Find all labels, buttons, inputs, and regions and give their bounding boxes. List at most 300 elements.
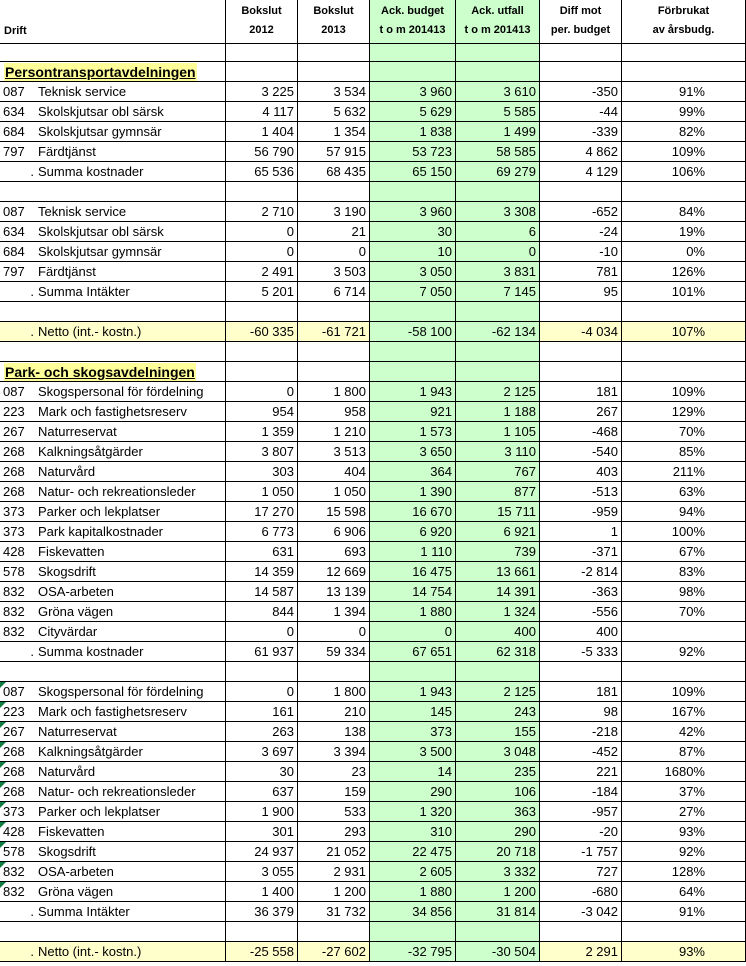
ack-budget-cell[interactable]: 22 475 xyxy=(370,842,456,861)
bokslut-2013-header[interactable] xyxy=(298,0,370,43)
ack-utfall-header[interactable] xyxy=(456,0,540,43)
diff-cell[interactable]: -5 333 xyxy=(540,642,622,661)
bokslut-2012-cell[interactable]: 24 937 xyxy=(226,842,298,861)
bokslut-2013-cell[interactable]: 0 xyxy=(298,622,370,641)
bokslut-2013-cell[interactable]: 15 598 xyxy=(298,502,370,521)
diff-cell[interactable]: 4 129 xyxy=(540,162,622,181)
ack-budget-cell[interactable]: 16 475 xyxy=(370,562,456,581)
diff-cell[interactable]: -959 xyxy=(540,502,622,521)
forbrukat-cell[interactable]: 37% xyxy=(622,782,746,801)
diff-cell[interactable]: -371 xyxy=(540,542,622,561)
code-cell[interactable]: 684 xyxy=(3,124,25,139)
ack-budget-cell[interactable]: 1 943 xyxy=(370,682,456,701)
code-cell[interactable]: . xyxy=(30,284,34,299)
bokslut-2013-cell[interactable]: 533 xyxy=(298,802,370,821)
forbrukat-cell[interactable]: 67% xyxy=(622,542,746,561)
forbrukat-cell[interactable]: 92% xyxy=(622,642,746,661)
ack-budget-cell[interactable]: 1 880 xyxy=(370,602,456,621)
diff-cell[interactable] xyxy=(540,44,622,61)
ack-budget-cell[interactable] xyxy=(370,662,456,681)
forbrukat-cell[interactable]: 82% xyxy=(622,122,746,141)
diff-cell[interactable]: 1 xyxy=(540,522,622,541)
bokslut-2013-cell[interactable]: 293 xyxy=(298,822,370,841)
code-cell[interactable]: 373 xyxy=(3,504,25,519)
diff-cell[interactable]: -24 xyxy=(540,222,622,241)
forbrukat-cell[interactable] xyxy=(622,62,746,81)
ack-utfall-cell[interactable]: 15 711 xyxy=(456,502,540,521)
bokslut-2013-cell[interactable]: 1 050 xyxy=(298,482,370,501)
ack-utfall-cell[interactable]: 363 xyxy=(456,802,540,821)
name-cell[interactable]: Kalkningsåtgärder xyxy=(36,442,226,461)
ack-budget-cell[interactable]: 67 651 xyxy=(370,642,456,661)
diff-cell[interactable]: -20 xyxy=(540,822,622,841)
bokslut-2012-cell[interactable]: 1 900 xyxy=(226,802,298,821)
ack-utfall-cell[interactable]: 2 125 xyxy=(456,682,540,701)
ack-utfall-cell[interactable]: 1 324 xyxy=(456,602,540,621)
ack-budget-cell[interactable] xyxy=(370,62,456,81)
forbrukat-cell[interactable] xyxy=(622,44,746,61)
name-cell[interactable]: Naturreservat xyxy=(36,422,226,441)
forbrukat-cell[interactable]: 19% xyxy=(622,222,746,241)
forbrukat-cell[interactable]: 83% xyxy=(622,562,746,581)
code-cell[interactable]: 267 xyxy=(3,424,25,439)
ack-utfall-cell[interactable]: -62 134 xyxy=(456,322,540,341)
forbrukat-cell[interactable]: 93% xyxy=(622,822,746,841)
bokslut-2013-cell[interactable]: 6 714 xyxy=(298,282,370,301)
diff-cell[interactable] xyxy=(540,302,622,321)
diff-cell[interactable]: 4 862 xyxy=(540,142,622,161)
bokslut-2012-cell[interactable]: 6 773 xyxy=(226,522,298,541)
code-cell[interactable]: 268 xyxy=(3,744,25,759)
ack-budget-cell[interactable] xyxy=(370,342,456,361)
forbrukat-cell[interactable]: 107% xyxy=(622,322,746,341)
bokslut-2013-cell[interactable]: 59 334 xyxy=(298,642,370,661)
ack-budget-cell[interactable]: 30 xyxy=(370,222,456,241)
diff-cell[interactable]: -4 034 xyxy=(540,322,622,341)
code-cell[interactable]: 832 xyxy=(3,584,25,599)
bokslut-2012-cell[interactable]: 17 270 xyxy=(226,502,298,521)
ack-utfall-cell[interactable] xyxy=(456,62,540,81)
bokslut-2012-cell[interactable]: 14 587 xyxy=(226,582,298,601)
ack-budget-cell[interactable]: 16 670 xyxy=(370,502,456,521)
code-cell[interactable]: 797 xyxy=(3,144,25,159)
bokslut-2012-cell[interactable]: 3 055 xyxy=(226,862,298,881)
ack-utfall-cell[interactable]: 290 xyxy=(456,822,540,841)
diff-cell[interactable]: -468 xyxy=(540,422,622,441)
name-cell[interactable]: Summa kostnader xyxy=(36,642,226,661)
diff-cell[interactable]: -3 042 xyxy=(540,902,622,921)
bokslut-2012-cell[interactable]: 0 xyxy=(226,622,298,641)
bokslut-2012-cell[interactable]: 631 xyxy=(226,542,298,561)
bokslut-2012-cell[interactable]: 5 201 xyxy=(226,282,298,301)
ack-budget-cell[interactable]: 34 856 xyxy=(370,902,456,921)
name-cell[interactable]: Parker och lekplatser xyxy=(36,802,226,821)
ack-budget-cell[interactable]: 1 880 xyxy=(370,882,456,901)
name-cell[interactable]: Naturreservat xyxy=(36,722,226,741)
diff-cell[interactable]: -2 814 xyxy=(540,562,622,581)
diff-cell[interactable]: 181 xyxy=(540,682,622,701)
forbrukat-cell[interactable]: 99% xyxy=(622,102,746,121)
bokslut-2012-cell[interactable]: 1 400 xyxy=(226,882,298,901)
forbrukat-cell[interactable]: 42% xyxy=(622,722,746,741)
bokslut-2013-cell[interactable]: 3 190 xyxy=(298,202,370,221)
diff-cell[interactable]: -680 xyxy=(540,882,622,901)
bokslut-2013-cell[interactable]: 1 800 xyxy=(298,682,370,701)
ack-budget-cell[interactable]: 1 838 xyxy=(370,122,456,141)
bokslut-2013-cell[interactable]: 1 200 xyxy=(298,882,370,901)
ack-budget-cell[interactable]: 1 110 xyxy=(370,542,456,561)
bokslut-2013-cell[interactable]: 21 xyxy=(298,222,370,241)
name-cell[interactable]: Park kapitalkostnader xyxy=(36,522,226,541)
ack-utfall-cell[interactable]: 1 105 xyxy=(456,422,540,441)
bokslut-2012-cell[interactable]: 36 379 xyxy=(226,902,298,921)
bokslut-2012-cell[interactable] xyxy=(226,302,298,321)
code-cell[interactable]: . xyxy=(0,322,36,341)
code-cell[interactable]: 684 xyxy=(3,244,25,259)
bokslut-2012-cell[interactable]: 1 359 xyxy=(226,422,298,441)
bokslut-2012-cell[interactable]: 61 937 xyxy=(226,642,298,661)
bokslut-2013-cell[interactable]: 5 632 xyxy=(298,102,370,121)
bokslut-2012-cell[interactable]: 0 xyxy=(226,222,298,241)
code-cell[interactable]: 087 xyxy=(3,204,25,219)
name-cell[interactable]: Skolskjutsar obl särsk xyxy=(36,102,226,121)
ack-budget-cell[interactable]: 14 xyxy=(370,762,456,781)
ack-utfall-cell[interactable]: 877 xyxy=(456,482,540,501)
diff-cell[interactable]: -44 xyxy=(540,102,622,121)
ack-budget-cell[interactable]: 3 960 xyxy=(370,202,456,221)
forbrukat-cell[interactable]: 0% xyxy=(622,242,746,261)
bokslut-2013-cell[interactable] xyxy=(298,662,370,681)
ack-utfall-cell[interactable]: -30 504 xyxy=(456,942,540,961)
bokslut-2012-cell[interactable]: 2 491 xyxy=(226,262,298,281)
code-cell[interactable]: 578 xyxy=(3,844,25,859)
name-cell[interactable]: Natur- och rekreationsleder xyxy=(36,782,226,801)
ack-budget-cell[interactable]: 53 723 xyxy=(370,142,456,161)
name-cell[interactable]: Netto (int.- kostn.) xyxy=(36,942,226,961)
forbrukat-cell[interactable]: 126% xyxy=(622,262,746,281)
forbrukat-cell[interactable]: 109% xyxy=(622,142,746,161)
ack-utfall-cell[interactable]: 31 814 xyxy=(456,902,540,921)
diff-cell[interactable]: -184 xyxy=(540,782,622,801)
diff-cell[interactable] xyxy=(540,922,622,941)
ack-budget-cell[interactable]: -32 795 xyxy=(370,942,456,961)
code-cell[interactable]: 797 xyxy=(3,264,25,279)
forbrukat-cell[interactable]: 91% xyxy=(622,902,746,921)
bokslut-2012-cell[interactable]: 0 xyxy=(226,682,298,701)
bokslut-2012-cell[interactable]: 263 xyxy=(226,722,298,741)
name-cell[interactable]: Naturvård xyxy=(36,762,226,781)
ack-utfall-cell[interactable]: 739 xyxy=(456,542,540,561)
forbrukat-cell[interactable] xyxy=(622,302,746,321)
ack-utfall-cell[interactable]: 106 xyxy=(456,782,540,801)
bokslut-2013-cell[interactable] xyxy=(298,922,370,941)
ack-utfall-cell[interactable] xyxy=(456,922,540,941)
code-cell[interactable]: 832 xyxy=(3,884,25,899)
bokslut-2012-cell[interactable]: 4 117 xyxy=(226,102,298,121)
code-cell[interactable]: 223 xyxy=(3,404,25,419)
diff-cell[interactable]: -556 xyxy=(540,602,622,621)
bokslut-2013-cell[interactable]: 0 xyxy=(298,242,370,261)
ack-utfall-cell[interactable]: 767 xyxy=(456,462,540,481)
name-cell[interactable]: Netto (int.- kostn.) xyxy=(36,322,226,341)
bokslut-2012-cell[interactable] xyxy=(226,362,298,381)
bokslut-2012-cell[interactable]: 3 807 xyxy=(226,442,298,461)
ack-budget-cell[interactable]: 7 050 xyxy=(370,282,456,301)
name-cell[interactable]: Summa Intäkter xyxy=(36,282,226,301)
code-cell[interactable]: 578 xyxy=(3,564,25,579)
bokslut-2013-cell[interactable]: 958 xyxy=(298,402,370,421)
name-cell[interactable] xyxy=(36,922,226,941)
bokslut-2012-cell[interactable]: 844 xyxy=(226,602,298,621)
bokslut-2012-cell[interactable]: 56 790 xyxy=(226,142,298,161)
ack-budget-cell[interactable]: 921 xyxy=(370,402,456,421)
bokslut-2012-cell[interactable]: 637 xyxy=(226,782,298,801)
bokslut-2012-cell[interactable] xyxy=(226,62,298,81)
bokslut-2013-cell[interactable]: 3 503 xyxy=(298,262,370,281)
ack-budget-header[interactable] xyxy=(370,0,456,43)
code-cell[interactable]: 087 xyxy=(3,384,25,399)
bokslut-2013-cell[interactable]: 2 931 xyxy=(298,862,370,881)
name-cell[interactable]: Skolskjutsar gymnsär xyxy=(36,122,226,141)
ack-utfall-cell[interactable]: 243 xyxy=(456,702,540,721)
name-cell[interactable]: Summa kostnader xyxy=(36,162,226,181)
bokslut-2013-cell[interactable]: 159 xyxy=(298,782,370,801)
code-cell[interactable]: 223 xyxy=(3,704,25,719)
forbrukat-cell[interactable]: 109% xyxy=(622,382,746,401)
ack-budget-cell[interactable]: 3 050 xyxy=(370,262,456,281)
ack-utfall-cell[interactable] xyxy=(456,662,540,681)
bokslut-2013-cell[interactable]: 13 139 xyxy=(298,582,370,601)
ack-budget-cell[interactable]: 373 xyxy=(370,722,456,741)
ack-budget-cell[interactable]: 2 605 xyxy=(370,862,456,881)
code-cell[interactable]: 268 xyxy=(3,764,25,779)
diff-cell[interactable]: -363 xyxy=(540,582,622,601)
forbrukat-cell[interactable]: 109% xyxy=(622,682,746,701)
ack-utfall-cell[interactable]: 6 xyxy=(456,222,540,241)
bokslut-2013-cell[interactable]: 21 052 xyxy=(298,842,370,861)
name-cell[interactable]: Teknisk service xyxy=(36,82,226,101)
diff-cell[interactable]: -218 xyxy=(540,722,622,741)
ack-utfall-cell[interactable]: 3 831 xyxy=(456,262,540,281)
ack-utfall-cell[interactable]: 5 585 xyxy=(456,102,540,121)
code-cell[interactable]: 087 xyxy=(3,684,25,699)
code-cell[interactable]: 267 xyxy=(3,724,25,739)
diff-cell[interactable]: 781 xyxy=(540,262,622,281)
ack-utfall-cell[interactable]: 1 200 xyxy=(456,882,540,901)
name-cell[interactable]: Fiskevatten xyxy=(36,822,226,841)
code-cell[interactable]: 373 xyxy=(3,524,25,539)
forbrukat-cell[interactable]: 106% xyxy=(622,162,746,181)
bokslut-2013-cell[interactable] xyxy=(298,182,370,201)
ack-utfall-cell[interactable]: 13 661 xyxy=(456,562,540,581)
diff-cell[interactable]: 267 xyxy=(540,402,622,421)
code-cell[interactable]: 268 xyxy=(3,444,25,459)
name-cell[interactable] xyxy=(36,662,226,681)
bokslut-2012-cell[interactable]: 301 xyxy=(226,822,298,841)
bokslut-2012-cell[interactable]: 65 536 xyxy=(226,162,298,181)
name-cell[interactable]: Skolskjutsar gymnsär xyxy=(36,242,226,261)
forbrukat-cell[interactable]: 85% xyxy=(622,442,746,461)
diff-cell[interactable]: 727 xyxy=(540,862,622,881)
forbrukat-cell[interactable]: 1680% xyxy=(622,762,746,781)
bokslut-2012-cell[interactable] xyxy=(226,662,298,681)
ack-budget-cell[interactable] xyxy=(370,182,456,201)
name-cell[interactable]: Naturvård xyxy=(36,462,226,481)
code-cell[interactable]: 832 xyxy=(3,864,25,879)
forbrukat-cell[interactable] xyxy=(622,662,746,681)
ack-budget-cell[interactable]: 6 920 xyxy=(370,522,456,541)
ack-budget-cell[interactable]: 310 xyxy=(370,822,456,841)
name-cell[interactable]: Skolskjutsar obl särsk xyxy=(36,222,226,241)
diff-cell[interactable]: 400 xyxy=(540,622,622,641)
name-cell[interactable]: Skogspersonal för fördelning xyxy=(36,682,226,701)
name-cell[interactable]: OSA-arbeten xyxy=(36,582,226,601)
bokslut-2013-cell[interactable]: 138 xyxy=(298,722,370,741)
bokslut-2013-cell[interactable] xyxy=(298,362,370,381)
ack-utfall-cell[interactable] xyxy=(456,362,540,381)
bokslut-2012-cell[interactable]: 2 710 xyxy=(226,202,298,221)
diff-cell[interactable]: 181 xyxy=(540,382,622,401)
ack-utfall-cell[interactable] xyxy=(456,342,540,361)
ack-budget-cell[interactable]: 14 754 xyxy=(370,582,456,601)
name-cell[interactable] xyxy=(36,342,226,361)
ack-budget-cell[interactable]: 10 xyxy=(370,242,456,261)
ack-utfall-cell[interactable]: 2 125 xyxy=(456,382,540,401)
bokslut-2012-cell[interactable]: 14 359 xyxy=(226,562,298,581)
diff-cell[interactable]: -1 757 xyxy=(540,842,622,861)
code-cell[interactable]: . xyxy=(0,942,36,961)
forbrukat-cell[interactable] xyxy=(622,622,746,641)
code-cell[interactable]: 268 xyxy=(3,464,25,479)
code-cell[interactable]: 832 xyxy=(3,624,25,639)
code-cell[interactable]: 634 xyxy=(3,104,25,119)
ack-utfall-cell[interactable]: 3 110 xyxy=(456,442,540,461)
ack-budget-cell[interactable]: 364 xyxy=(370,462,456,481)
ack-utfall-cell[interactable]: 3 308 xyxy=(456,202,540,221)
bokslut-2013-cell[interactable]: 1 394 xyxy=(298,602,370,621)
bokslut-2013-cell[interactable]: -27 602 xyxy=(298,942,370,961)
name-cell[interactable]: OSA-arbeten xyxy=(36,862,226,881)
bokslut-2013-cell[interactable] xyxy=(298,44,370,61)
bokslut-2013-cell[interactable]: 6 906 xyxy=(298,522,370,541)
forbrukat-cell[interactable]: 84% xyxy=(622,202,746,221)
forbrukat-cell[interactable]: 27% xyxy=(622,802,746,821)
name-cell[interactable]: Summa Intäkter xyxy=(36,902,226,921)
bokslut-2012-cell[interactable]: -60 335 xyxy=(226,322,298,341)
diff-cell[interactable]: -452 xyxy=(540,742,622,761)
name-cell[interactable]: Mark och fastighetsreserv xyxy=(36,702,226,721)
bokslut-2013-cell[interactable]: 1 210 xyxy=(298,422,370,441)
name-cell[interactable]: Cityvärdar xyxy=(36,622,226,641)
ack-budget-cell[interactable]: 65 150 xyxy=(370,162,456,181)
name-cell[interactable]: Färdtjänst xyxy=(36,142,226,161)
code-cell[interactable]: . xyxy=(30,644,34,659)
bokslut-2013-cell[interactable]: 210 xyxy=(298,702,370,721)
ack-budget-cell[interactable]: 145 xyxy=(370,702,456,721)
bokslut-2012-cell[interactable] xyxy=(226,182,298,201)
ack-utfall-cell[interactable]: 0 xyxy=(456,242,540,261)
diff-cell[interactable]: -513 xyxy=(540,482,622,501)
ack-utfall-cell[interactable]: 1 188 xyxy=(456,402,540,421)
ack-budget-cell[interactable]: 290 xyxy=(370,782,456,801)
forbrukat-cell[interactable]: 63% xyxy=(622,482,746,501)
code-cell[interactable]: 832 xyxy=(3,604,25,619)
ack-utfall-cell[interactable]: 6 921 xyxy=(456,522,540,541)
diff-cell[interactable] xyxy=(540,662,622,681)
bokslut-2012-cell[interactable]: 3 697 xyxy=(226,742,298,761)
drift-header[interactable]: Drift xyxy=(0,0,226,43)
code-cell[interactable]: 373 xyxy=(3,804,25,819)
diff-cell[interactable] xyxy=(540,62,622,81)
forbrukat-cell[interactable] xyxy=(622,362,746,381)
diff-cell[interactable]: 95 xyxy=(540,282,622,301)
code-cell[interactable]: 634 xyxy=(3,224,25,239)
ack-utfall-cell[interactable] xyxy=(456,44,540,61)
name-cell[interactable]: Gröna vägen xyxy=(36,602,226,621)
diff-cell[interactable] xyxy=(540,342,622,361)
forbrukat-cell[interactable]: 87% xyxy=(622,742,746,761)
name-cell[interactable] xyxy=(36,302,226,321)
ack-utfall-cell[interactable]: 3 332 xyxy=(456,862,540,881)
forbrukat-cell[interactable]: 98% xyxy=(622,582,746,601)
ack-budget-cell[interactable]: 1 320 xyxy=(370,802,456,821)
forbrukat-cell[interactable]: 100% xyxy=(622,522,746,541)
bokslut-2013-cell[interactable]: 3 513 xyxy=(298,442,370,461)
ack-budget-cell[interactable]: 1 943 xyxy=(370,382,456,401)
ack-budget-cell[interactable]: 1 390 xyxy=(370,482,456,501)
code-cell[interactable]: 268 xyxy=(3,784,25,799)
ack-budget-cell[interactable]: 0 xyxy=(370,622,456,641)
bokslut-2013-cell[interactable]: 3 534 xyxy=(298,82,370,101)
ack-budget-cell[interactable]: 3 960 xyxy=(370,82,456,101)
bokslut-2013-cell[interactable]: 57 915 xyxy=(298,142,370,161)
section-title-cell[interactable] xyxy=(0,362,226,381)
code-cell[interactable]: . xyxy=(30,904,34,919)
code-cell[interactable]: 428 xyxy=(3,824,25,839)
bokslut-2012-cell[interactable]: 0 xyxy=(226,242,298,261)
ack-utfall-cell[interactable]: 1 499 xyxy=(456,122,540,141)
forbrukat-cell[interactable]: 101% xyxy=(622,282,746,301)
ack-budget-cell[interactable] xyxy=(370,302,456,321)
ack-utfall-cell[interactable]: 14 391 xyxy=(456,582,540,601)
forbrukat-header[interactable] xyxy=(622,0,746,43)
forbrukat-cell[interactable]: 92% xyxy=(622,842,746,861)
bokslut-2013-cell[interactable]: 23 xyxy=(298,762,370,781)
forbrukat-cell[interactable]: 128% xyxy=(622,862,746,881)
forbrukat-cell[interactable]: 167% xyxy=(622,702,746,721)
name-cell[interactable]: Teknisk service xyxy=(36,202,226,221)
ack-utfall-cell[interactable]: 7 145 xyxy=(456,282,540,301)
bokslut-2013-cell[interactable]: 404 xyxy=(298,462,370,481)
diff-cell[interactable] xyxy=(540,362,622,381)
code-cell[interactable]: . xyxy=(30,164,34,179)
bokslut-2013-cell[interactable]: 31 732 xyxy=(298,902,370,921)
name-cell[interactable]: Skogspersonal för fördelning xyxy=(36,382,226,401)
diff-cell[interactable]: -350 xyxy=(540,82,622,101)
name-cell[interactable]: Kalkningsåtgärder xyxy=(36,742,226,761)
bokslut-2012-cell[interactable] xyxy=(226,342,298,361)
ack-budget-cell[interactable] xyxy=(370,362,456,381)
name-cell[interactable]: Skogsdrift xyxy=(36,842,226,861)
forbrukat-cell[interactable]: 70% xyxy=(622,422,746,441)
forbrukat-cell[interactable]: 129% xyxy=(622,402,746,421)
bokslut-2012-cell[interactable]: -25 558 xyxy=(226,942,298,961)
ack-utfall-cell[interactable]: 62 318 xyxy=(456,642,540,661)
code-cell[interactable]: 428 xyxy=(3,544,25,559)
forbrukat-cell[interactable]: 93% xyxy=(622,942,746,961)
ack-utfall-cell[interactable]: 155 xyxy=(456,722,540,741)
diff-cell[interactable]: -339 xyxy=(540,122,622,141)
